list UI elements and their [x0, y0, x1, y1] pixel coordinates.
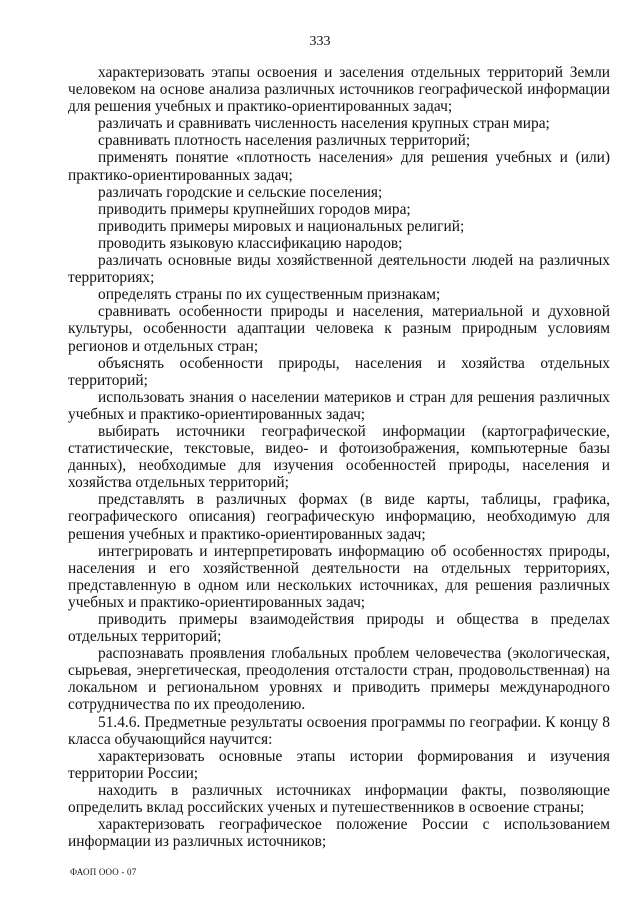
paragraph: определять страны по их существенным признакам; [98, 286, 441, 304]
page-body [68, 64, 610, 850]
paragraph: различать городские и сельские поселения; [98, 183, 383, 201]
paragraph: применять понятие «плотность населения» для решения учебных и (или) практико-ориентированных задач; [68, 149, 610, 184]
paragraph: приводить примеры взаимодействия природы и общества в пределах отдельных территорий; [68, 611, 610, 646]
paragraph: объяснять особенности природы, населения и хозяйства отдельных территорий; [68, 354, 610, 389]
footer-document-code: ФАОП ООО - 07 [70, 867, 137, 877]
paragraph: характеризовать основные этапы истории формирования и изучения территории России; [68, 747, 610, 782]
paragraph: находить в различных источниках информации факты, позволяющие определить вклад российских ученых и путешественников в освоение страны; [68, 781, 610, 817]
paragraph: выбирать источники географической информации (картографические, статистические, текстовые, видео- и фотоизображения, компьютерные базы данных), необходимые для изучения особенностей природы, населения и хозяйства отдельных территорий; [68, 422, 610, 492]
paragraph: сравнивать особенности природы и населения, материальной и духовной культуры, особенности адаптации человека к разным природным условиям регионов и отдельных стран; [68, 303, 610, 355]
paragraph: приводить примеры мировых и национальных религий; [98, 217, 465, 235]
paragraph: представлять в различных формах (в виде карты, таблицы, графика, географического описания) географическую информацию, необходимую для решения учебных и практико-ориентированных задач; [68, 491, 610, 543]
paragraph: различать и сравнивать численность населения крупных стран мира; [98, 115, 550, 133]
paragraph: характеризовать этапы освоения и заселения отдельных территорий Земли человеком на основе анализа различных источников географической информации для решения учебных и практико-ориентированных задач; [68, 64, 610, 116]
paragraph: различать основные виды хозяйственной деятельности людей на различных территориях; [68, 252, 610, 287]
paragraph: сравнивать плотность населения различных территорий; [98, 132, 471, 150]
paragraph: интегрировать и интерпретировать информацию об особенностях природы, населения и его хозяйственной деятельности на отдельных территориях, представленную в одном или нескольких источниках, для решения различных учебных и практико-ориентированных задач; [68, 542, 610, 611]
paragraph: приводить примеры крупнейших городов мира; [98, 200, 411, 218]
paragraph: характеризовать географическое положение России с использованием информации из различных источников; [68, 816, 610, 851]
paragraph: распознавать проявления глобальных проблем человечества (экологическая, сырьевая, энергетическая, преодоления отсталости стран, продовольственная) на локальном и региональном уровнях и приводить примеры международного сотрудничества по их преодолению. [68, 645, 610, 714]
section-heading-paragraph: 51.4.6. Предметные результаты освоения программы по географии. К концу 8 класса обучающийся научится: [68, 713, 610, 748]
paragraph: использовать знания о населении материков и стран для решения различных учебных и практико-ориентированных задач; [68, 388, 610, 423]
paragraph: проводить языковую классификацию народов; [98, 234, 403, 252]
page-number: 333 [309, 34, 331, 49]
